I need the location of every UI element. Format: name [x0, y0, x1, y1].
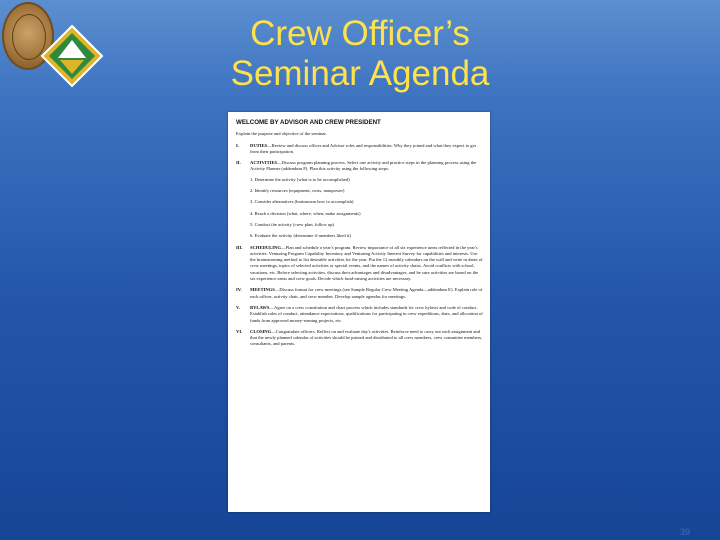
planning-steps-list [250, 177, 484, 240]
document-heading: WELCOME BY ADVISOR AND CREW PRESIDENT [236, 119, 381, 126]
list-item: 1. Determine the activity (what is to be accomplished) [250, 176, 350, 182]
section-body: —Discuss format for crew meetings (see Sample Regular Crew Meeting Agenda—addendum E). Explain role of each officer, activity chair, and crew member. Develop sample agendas for meetings. [250, 287, 483, 299]
section-bylaws [236, 305, 484, 324]
section-number: II. [236, 160, 241, 166]
section-duties [236, 143, 484, 156]
section-body: —Plan and schedule a year's program. Review importance of all six experience areas reflected in the year's activities. Venturing Program Capability Inventory and Venturing Activity Interest Survey for capabilities and interests. Use the brainstorming method to list desirable activities for the year. Put the 12 monthly calendars on the wall and write in dates of crew meetings, topics of selected activities or special events, and the names of activity chairs. Avoid conflicts with school, vacations, etc. Before selecting activities, discuss their advantages and disadvantages, and be sure activities are based on the six experience areas and crew goals. Decide which fund-raising activities are necessary. [250, 244, 483, 282]
document-intro: Explain the purpose and objective of the seminar. [236, 131, 327, 137]
section-heading: MEETINGS [250, 287, 275, 293]
section-body: —Congratulate officers. Reflect on and evaluate day's activities. Reinforce need to carry out each assignment and that the newly planned calendar of activities should be printed and distributed to all crew members, crew committee members, consultants, and parents. [250, 328, 483, 347]
section-number: III. [236, 244, 243, 250]
section-heading: CLOSING [250, 328, 272, 334]
section-closing [236, 329, 484, 348]
section-scheduling [236, 245, 484, 283]
slide-title [180, 14, 540, 94]
section-heading: DUTIES [250, 142, 268, 148]
agenda-document [228, 112, 490, 512]
section-number: I. [236, 142, 239, 148]
slide-page-number: 39 [680, 527, 691, 537]
section-activities [236, 160, 484, 239]
list-item: 2. Identify resources (equipment, costs, manpower) [250, 188, 345, 194]
title-line-1: Crew Officer’s [250, 14, 470, 53]
section-heading: BYLAWS [250, 304, 270, 310]
list-item: 5. Conduct the activity (crew plan, follow up) [250, 221, 335, 227]
section-number: V. [236, 304, 240, 310]
section-number: IV. [236, 287, 242, 293]
title-line-2: Seminar Agenda [230, 54, 490, 93]
section-body: —Agree on a crew constitution and chart process which includes standards for crew bylaws and code of conduct. Establish rules of conduct, attendance expectations, qualifications for participating in crew expeditions, dues, and allocation of funds from approved money-earning projects, etc. [250, 304, 483, 323]
section-meetings [236, 287, 484, 300]
section-body: —Review and discuss officer and Advisor roles and responsibilities. Why they joined and what they expect to get from their participation. [250, 142, 476, 154]
list-item: 4. Reach a decision (what, where, when, make assignments) [250, 210, 361, 216]
section-body: —Discuss program planning process. Select one activity and practice steps in the planning process using the Activity Planner (addendum F). Plan this activity using the following steps: [250, 160, 477, 172]
venturing-emblem-logo [40, 24, 104, 88]
list-item: 3. Consider alternatives (brainstorm how to accomplish) [250, 199, 354, 205]
section-number: VI. [236, 328, 243, 334]
section-heading: ACTIVITIES [250, 160, 278, 166]
section-heading: SCHEDULING [250, 244, 281, 250]
list-item: 6. Evaluate the activity (determine if members liked it) [250, 233, 351, 239]
